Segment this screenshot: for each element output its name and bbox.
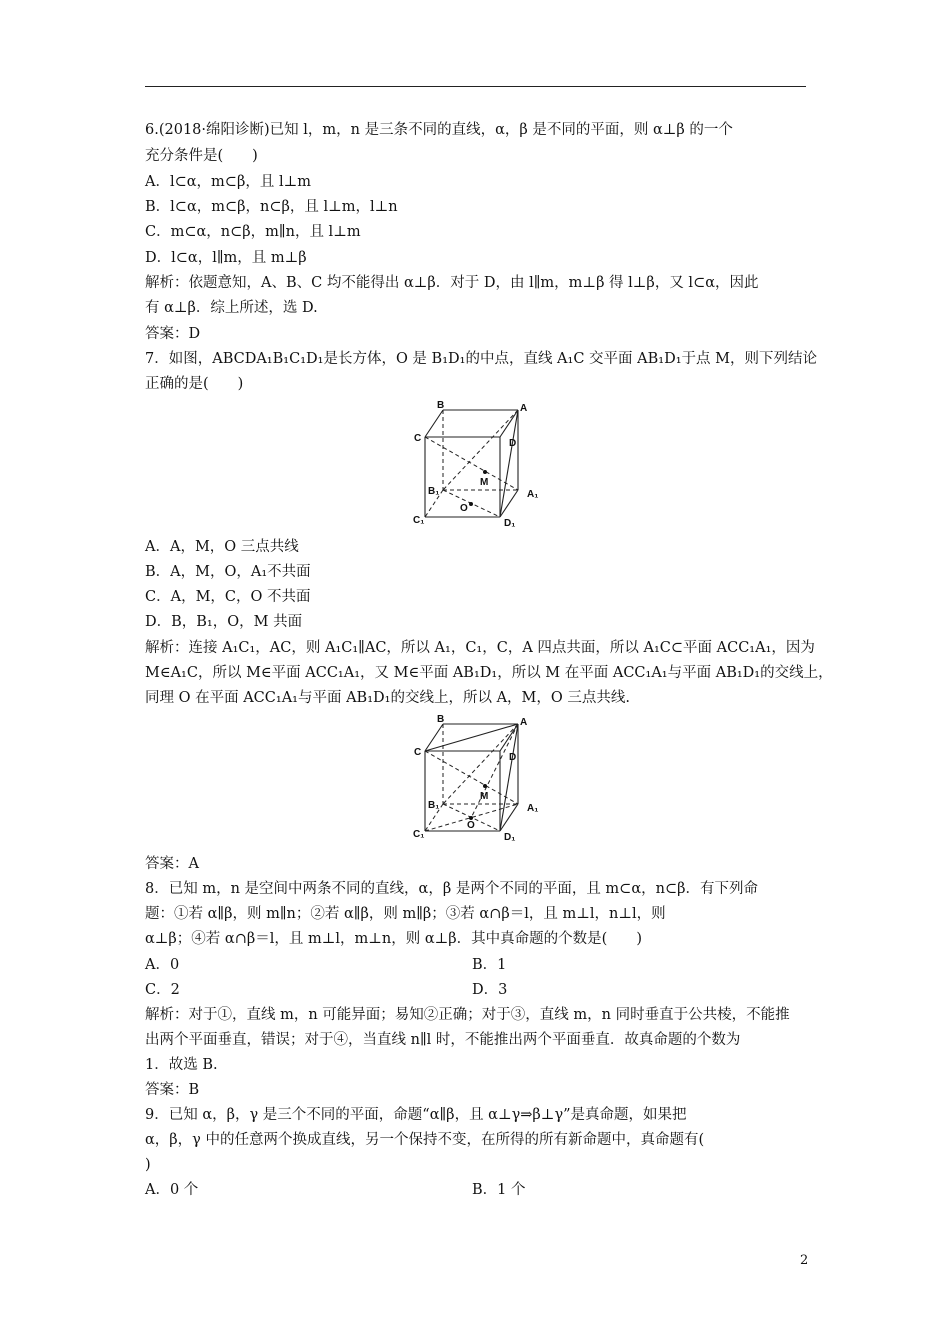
label-A1: A₁ <box>527 803 539 814</box>
q8-option-b: B．1 <box>472 957 507 973</box>
label-B1: B₁ <box>428 800 440 811</box>
q6-option-d: D．l⊂α，l∥m，且 m⊥β <box>145 250 307 266</box>
label-D: D <box>509 438 517 449</box>
label-O: O <box>467 820 475 831</box>
cuboid-figure-1 <box>408 400 548 530</box>
q8-option-c: C．2 <box>145 982 180 998</box>
label-M: M <box>480 477 489 488</box>
q7-solution-line-2: M∈A₁C，所以 M∈平面 ACC₁A₁，又 M∈平面 AB₁D₁，所以 M 在平面 ACC₁A₁与平面 AB₁D₁的交线上， <box>145 665 833 681</box>
q8-solution-line-3: 1．故选 B. <box>145 1057 218 1073</box>
q6-option-a: A．l⊂α，m⊂β，且 l⊥m <box>145 174 311 190</box>
q9-option-b: B．1 个 <box>472 1182 526 1198</box>
header-rule <box>145 86 806 87</box>
q6-option-c: C．m⊂α，n⊂β，m∥n，且 l⊥m <box>145 224 361 240</box>
label-A: A <box>520 717 528 728</box>
q7-stem-line-1: 7．如图，ABCDA₁B₁C₁D₁是长方体，O 是 B₁D₁的中点，直线 A₁C 交平面 AB₁D₁于点 M，则下列结论 <box>145 351 817 367</box>
q6-solution-line-1: 解析：依题意知，A、B、C 均不能得出 α⊥β．对于 D，由 l∥m，m⊥β 得 l⊥β，又 l⊂α，因此 <box>145 275 759 291</box>
q6-stem-line-1: 6.(2018·绵阳诊断)已知 l，m，n 是三条不同的直线，α，β 是不同的平面，则 α⊥β 的一个 <box>145 122 733 138</box>
q8-stem-line-2: 题：①若 α∥β，则 m∥n；②若 α∥β，则 m∥β；③若 α∩β＝l，且 m⊥l，n⊥l，则 <box>145 906 666 922</box>
label-D: D <box>509 752 517 763</box>
label-B: B <box>437 400 445 411</box>
label-C: C <box>414 433 422 444</box>
label-O: O <box>460 503 468 514</box>
q6-solution-line-2: 有 α⊥β．综上所述，选 D. <box>145 300 318 316</box>
label-A1: A₁ <box>527 489 539 500</box>
q6-option-b: B．l⊂α，m⊂β，n⊂β，且 l⊥m，l⊥n <box>145 199 398 215</box>
q9-stem-line-1: 9．已知 α，β，γ 是三个不同的平面，命题“α∥β，且 α⊥γ⇒β⊥γ”是真命题，如果把 <box>145 1107 687 1123</box>
q8-option-a: A．0 <box>145 957 180 973</box>
label-C: C <box>414 747 422 758</box>
q7-solution-line-1: 解析：连接 A₁C₁，AC，则 A₁C₁∥AC，所以 A₁，C₁，C，A 四点共面，所以 A₁C⊂平面 ACC₁A₁，因为 <box>145 640 815 656</box>
q8-solution-line-1: 解析：对于①，直线 m，n 可能异面；易知②正确；对于③，直线 m，n 同时垂直于公共棱，不能推 <box>145 1007 790 1023</box>
q8-option-d: D．3 <box>472 982 508 998</box>
q9-stem-line-2: α，β，γ 中的任意两个换成直线，另一个保持不变，在所得的所有新命题中，真命题有( <box>145 1132 705 1148</box>
label-M: M <box>480 791 489 802</box>
q7-answer: 答案：A <box>145 856 199 872</box>
q7-option-a: A．A，M，O 三点共线 <box>145 539 299 555</box>
label-B1: B₁ <box>428 486 440 497</box>
label-D1: D₁ <box>504 518 516 529</box>
label-C1: C₁ <box>413 829 425 840</box>
q9-stem-line-3: ) <box>145 1157 151 1173</box>
page-number: 2 <box>800 1253 809 1268</box>
label-A: A <box>520 403 528 414</box>
q8-solution-line-2: 出两个平面垂直，错误；对于④，当直线 n∥l 时，不能推出两个平面垂直．故真命题的个数为 <box>145 1032 741 1048</box>
q8-answer: 答案：B <box>145 1082 200 1098</box>
label-B: B <box>437 714 445 725</box>
q6-stem-line-2: 充分条件是( ) <box>145 148 258 164</box>
label-C1: C₁ <box>413 515 425 526</box>
q7-stem-line-2: 正确的是( ) <box>145 376 244 392</box>
q7-solution-line-3: 同理 O 在平面 ACC₁A₁与平面 AB₁D₁的交线上，所以 A，M，O 三点共线. <box>145 690 630 706</box>
q6-answer: 答案：D <box>145 326 201 342</box>
label-D1: D₁ <box>504 832 516 843</box>
q7-option-b: B．A，M，O，A₁不共面 <box>145 564 311 580</box>
q8-stem-line-1: 8．已知 m，n 是空间中两条不同的直线，α，β 是两个不同的平面，且 m⊂α，n⊂β．有下列命 <box>145 881 758 897</box>
q7-option-c: C．A，M，C，O 不共面 <box>145 589 311 605</box>
q8-stem-line-3: α⊥β；④若 α∩β＝l，且 m⊥l，m⊥n，则 α⊥β．其中真命题的个数是( ) <box>145 931 642 947</box>
cuboid-figure-2 <box>408 714 548 844</box>
q7-option-d: D．B，B₁，O，M 共面 <box>145 614 303 630</box>
q9-option-a: A．0 个 <box>145 1182 199 1198</box>
